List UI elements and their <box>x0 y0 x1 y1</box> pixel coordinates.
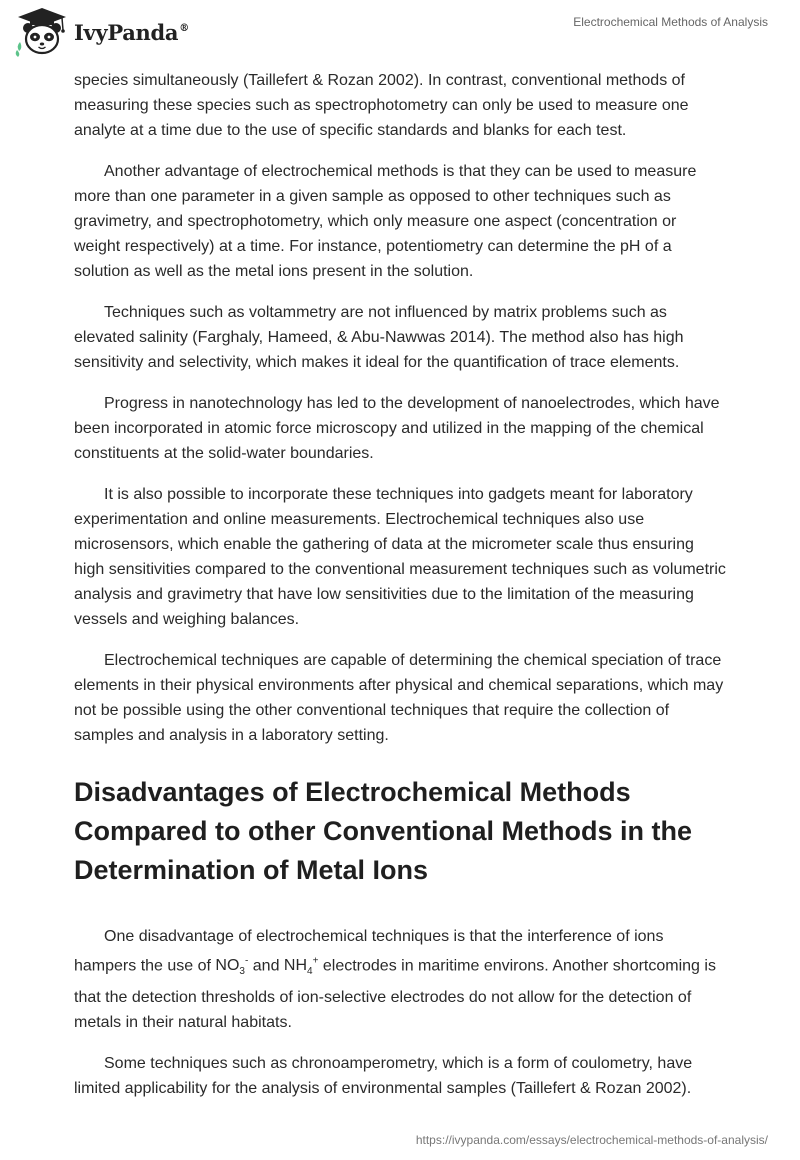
document-title: Electrochemical Methods of Analysis <box>573 15 768 29</box>
nitrate-base: NO <box>215 957 240 975</box>
source-url-link[interactable]: https://ivypanda.com/essays/electrochemical-methods-of-analysis/ <box>415 1133 768 1147</box>
paragraph-7-part2: electrodes in maritime environs. Another shortcoming is that the detection thresholds of ion-selective electrodes do not allow for the detection of metals in their natural habitats. <box>74 957 716 1031</box>
paragraph-1: species simultaneously (Taillefert & Rozan 2002). In contrast, conventional methods of measuring these species such as spectrophotometry can only be used to measure one analyte at a time due to the use of specific standards and blanks for each test. <box>74 72 689 139</box>
ammonium-subscript: 4 <box>307 966 313 978</box>
ivypanda-logo[interactable] <box>14 6 189 58</box>
paragraph-3: Techniques such as voltammetry are not influenced by matrix problems such as elevated salinity (Farghaly, Hameed, & Abu-Nawwas 2014). The method also has high sensitivity and selectivity, which makes it ideal for the quantification of trace elements. <box>74 304 684 371</box>
nitrate-superscript: - <box>244 956 249 967</box>
paragraph-6: Electrochemical techniques are capable of determining the chemical speciation of trace elements in their physical environments after physical and chemical separations, which may not be possible using the other conventional techniques that require the collection of samples and analysis in a laboratory setting. <box>74 652 724 744</box>
paragraph-8: Some techniques such as chronoamperometry, which is a form of coulometry, have limited applicability for the analysis of environmental samples (Taillefert & Rozan 2002). <box>74 1054 693 1097</box>
ammonium-formula <box>283 956 319 978</box>
nitrate-subscript: 3 <box>239 966 245 978</box>
ammonium-base: NH <box>283 957 308 975</box>
panda-graduate-icon <box>14 6 70 58</box>
ammonium-superscript: + <box>312 956 319 967</box>
page-header <box>0 0 800 62</box>
paragraph-7 <box>74 924 726 1035</box>
logo-wordmark-text: IvyPanda <box>74 19 179 45</box>
paragraph-4: Progress in nanotechnology has led to the development of nanoelectrodes, which have been incorporated in atomic force microscopy and utilized in the mapping of the chemical constituents at the solid-water boundaries. <box>74 395 720 462</box>
logo-wordmark <box>74 20 189 45</box>
section-heading: Disadvantages of Electrochemical Methods Compared to other Conventional Methods in the Determination of Metal Ions <box>74 777 693 885</box>
article-body <box>74 68 726 1117</box>
paragraph-5: It is also possible to incorporate these techniques into gadgets meant for laboratory experimentation and online measurements. Electrochemical techniques also use microsensors, which enable the gathering of data at the micrometer scale thus ensuring high sensitivities compared to the conventional measurement techniques such as volumetric analysis and gravimetry that have low sensitivities due to the limitation of the measuring vessels and weighing balances. <box>74 486 726 628</box>
paragraph-2: Another advantage of electrochemical methods is that they can be used to measure more than one parameter in a given sample as opposed to other techniques such as gravimetry, and spectrophotometry, which only measure one aspect (concentration or weight respectively) at a time. For instance, potentiometry can determine the pH of a solution as well as the metal ions present in the solution. <box>74 163 697 280</box>
nitrate-formula <box>215 956 249 978</box>
paragraph-7-part1: One disadvantage of electrochemical techniques is that the interference of ions hampers the use of <box>74 928 664 975</box>
registered-mark: ® <box>179 22 189 34</box>
paragraph-7-and: and <box>248 957 284 975</box>
